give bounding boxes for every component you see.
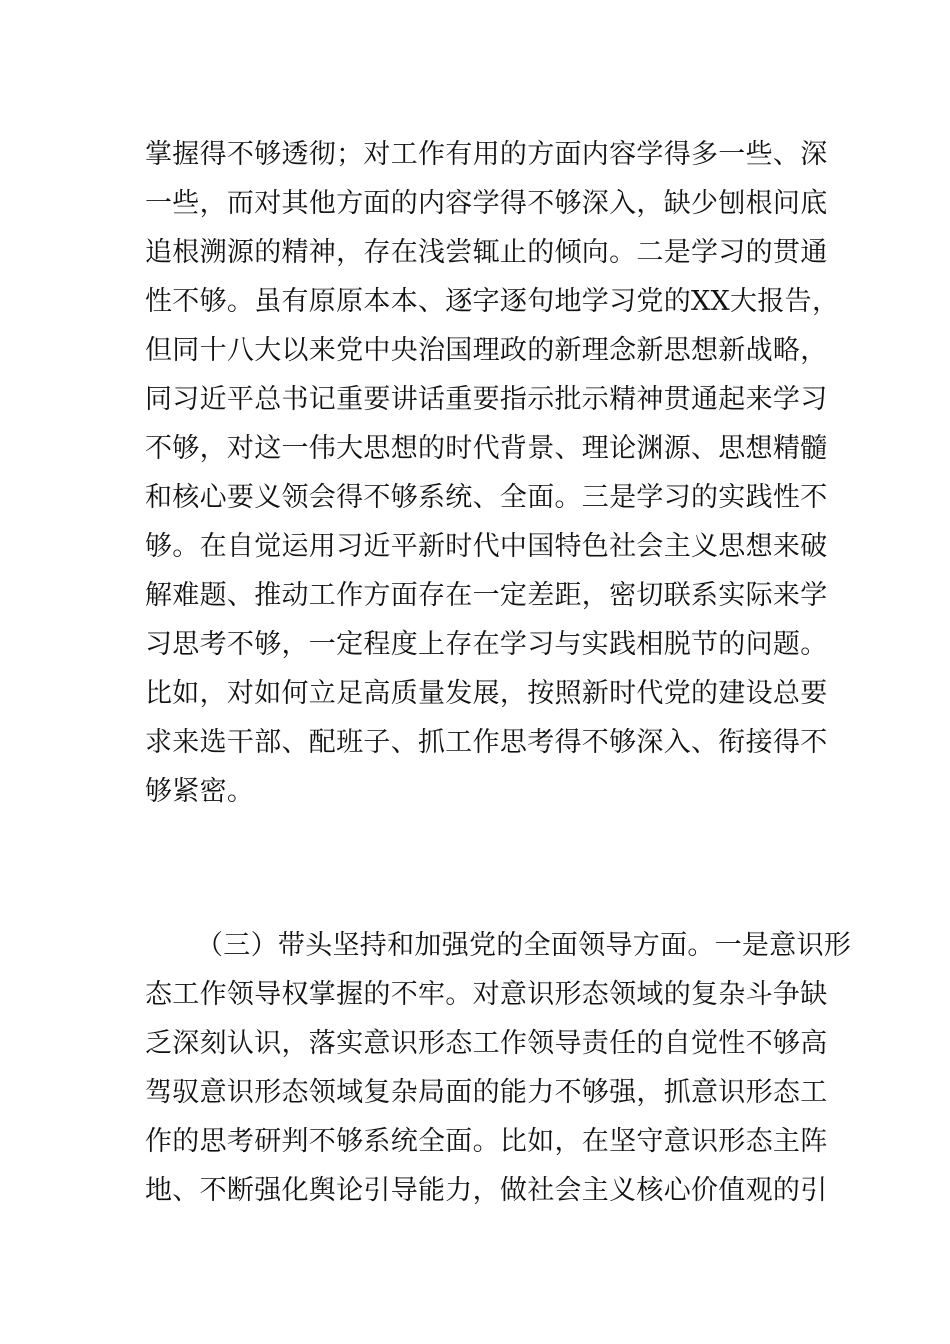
text-line: 习思考不够，一定程度上存在学习与实践相脱节的问题。 [145,629,828,660]
text-line: 求来选干部、配班子、抓工作思考得不够深入、衔接得不 [145,727,828,758]
text-line: 解难题、推动工作方面存在一定差距，密切联系实际来学 [145,580,828,611]
text-line: 追根溯源的精神，存在浅尝辄止的倾向。二是学习的贯通 [145,237,828,268]
paragraph-study-issues [145,130,840,816]
text-line: 一些，而对其他方面的内容学得不够深入，缺少刨根问底 [145,188,828,219]
text-line: 不够，对这一伟大思想的时代背景、理论渊源、思想精髓 [145,433,828,464]
text-line: 和核心要义领会得不够系统、全面。三是学习的实践性不 [145,482,828,513]
text-line: 作的思考研判不够系统全面。比如，在坚守意识形态主阵 [145,1126,828,1157]
paragraph-party-leadership [145,921,852,1215]
section-heading-line: （三）带头坚持和加强党的全面领导方面。一是意识形 [196,930,852,961]
text-line: 乏深刻认识，落实意识形态工作领导责任的自觉性不够高 [145,1028,828,1059]
text-line: 地、不断强化舆论引导能力，做社会主义核心价值观的引 [145,1175,828,1206]
text-line: 比如，对如何立足高质量发展，按照新时代党的建设总要 [145,678,828,709]
text-line: 够。在自觉运用习近平新时代中国特色社会主义思想来破 [145,531,828,562]
text-line: 同习近平总书记重要讲话重要指示批示精神贯通起来学习 [145,384,828,415]
text-line: 掌握得不够透彻；对工作有用的方面内容学得多一些、深 [145,139,828,170]
text-line: 性不够。虽有原原本本、逐字逐句地学习党的XX大报告， [145,286,840,317]
text-line: 驾驭意识形态领域复杂局面的能力不够强，抓意识形态工 [145,1077,828,1108]
text-line: 态工作领导权掌握的不牢。对意识形态领域的复杂斗争缺 [145,979,828,1010]
text-line: 够紧密。 [145,776,255,807]
text-line: 但同十八大以来党中央治国理政的新理念新思想新战略， [145,335,828,366]
